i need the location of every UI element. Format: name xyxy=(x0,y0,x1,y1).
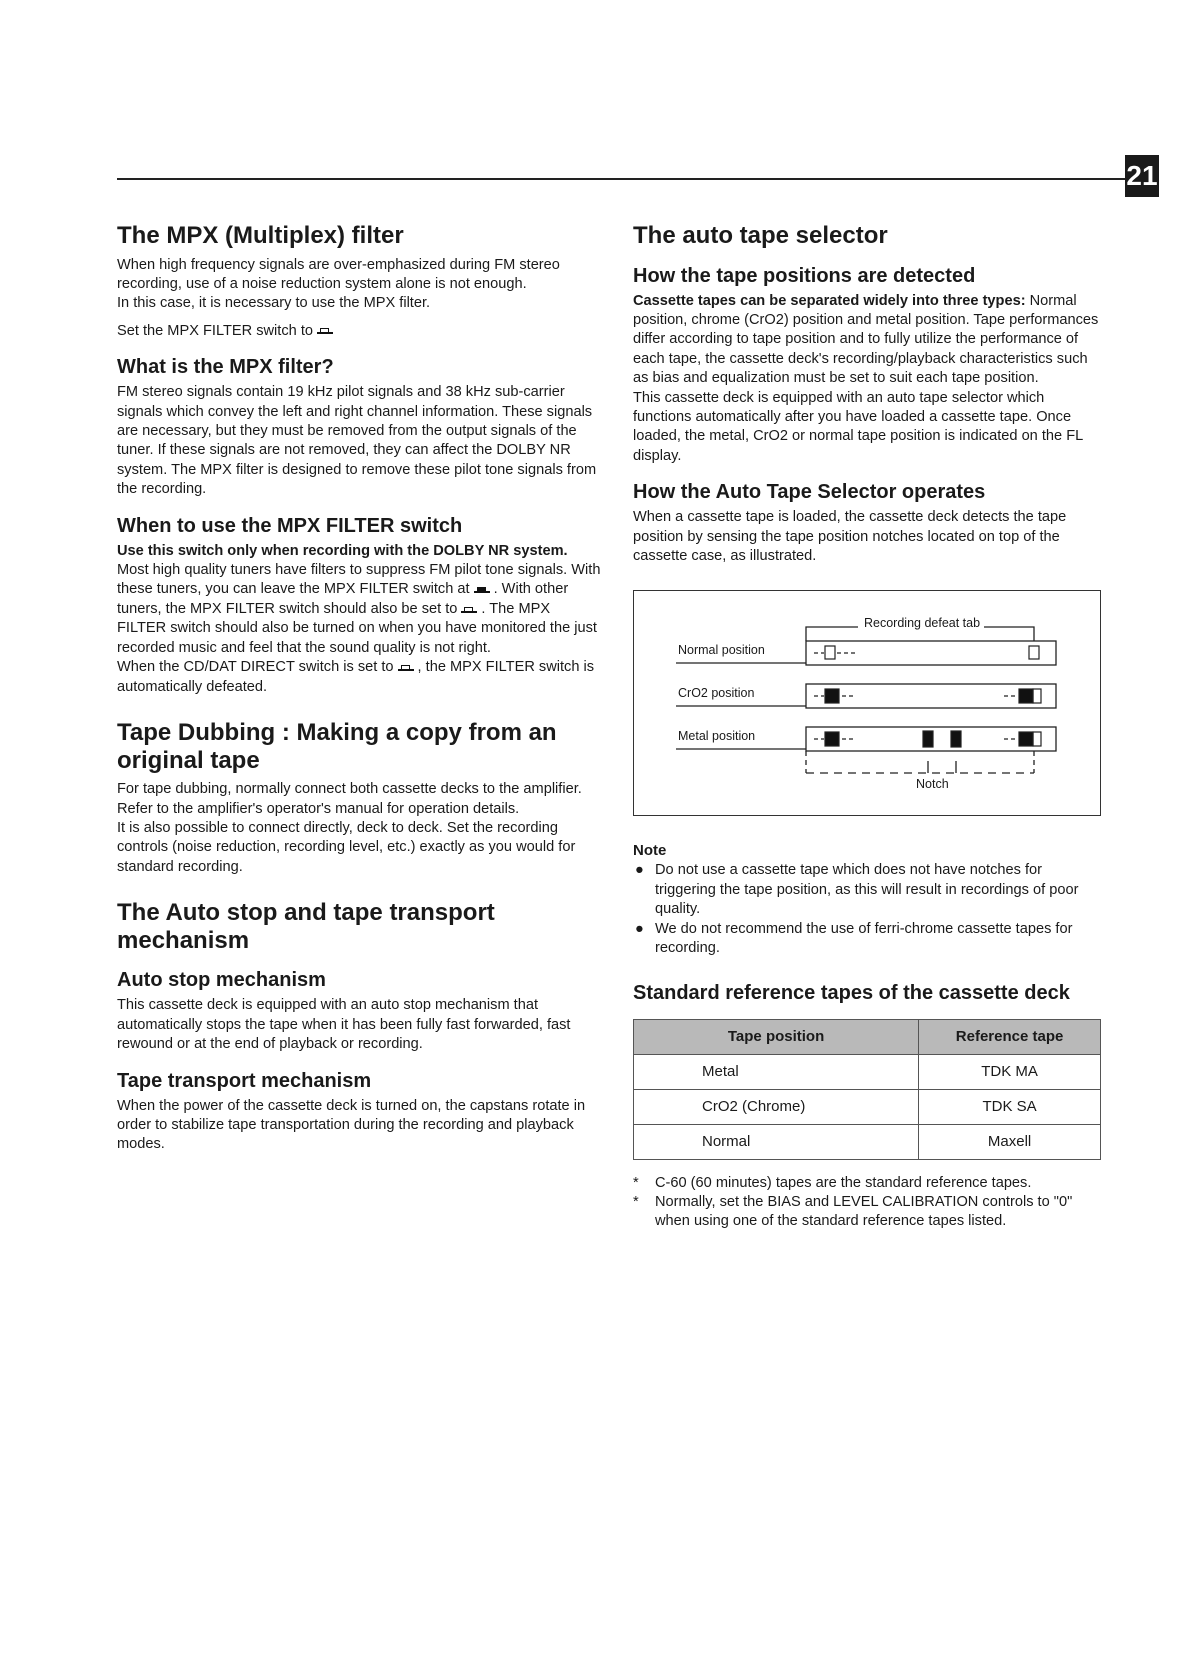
transport-subtitle: Tape transport mechanism xyxy=(117,1069,372,1092)
bullet-icon: ● xyxy=(635,862,644,879)
tape-position-diagram xyxy=(633,590,1101,816)
table-row xyxy=(634,1054,1101,1089)
mpx-when-title: When to use the MPX FILTER switch xyxy=(117,514,463,537)
operates-text: When a cassette tape is loaded, the cassette deck detects the tape position by sensing the tape position notches located on top of the cassette case, as illustrated. xyxy=(633,509,1067,565)
detect-title: How the tape positions are detected xyxy=(633,264,976,287)
transport-text: When the power of the cassette deck is turned on, the capstans rotate in order to stabilize tape transportation during the recording and playback modes. xyxy=(117,1097,586,1153)
table-header: Reference tape xyxy=(919,1019,1101,1054)
page-number: 21 xyxy=(1125,155,1159,197)
mpx-when-text-2: When the CD/DAT DIRECT switch is set to , the MPX FILTER switch is automatically defeated. xyxy=(117,659,595,695)
detect-text: Cassette tapes can be separated widely into three types: Normal position, chrome (CrO2) position and metal position. Tape performances differ according to tape position and to fully utilize the performance of each tape, the cassette deck's recording/playback characteristics such as bias and equalization must be set to suit each tape position. xyxy=(633,292,1099,387)
footnote: * Normally, set the BIAS and LEVEL CALIBRATION controls to "0" when using one of the standard reference tapes listed. xyxy=(633,1193,1073,1230)
right-column xyxy=(633,222,1103,1232)
table-row xyxy=(634,1089,1101,1124)
operates-title: How the Auto Tape Selector operates xyxy=(633,481,986,504)
dubbing-title: Tape Dubbing : Making a copy from an original tape xyxy=(117,718,557,774)
autostop-subtitle: Auto stop mechanism xyxy=(117,969,326,992)
mpx-what-text: FM stereo signals contain 19 kHz pilot signals and 38 kHz sub-carrier signals which convey the left and right channel information. These signals are necessary, but they must be removed from the output signals of the tuner. If these signals are not removed, they can affect the DOLBY NR system. The MPX filter is designed to remove these pilot tone signals from the recording. xyxy=(117,384,597,498)
note-item: ● Do not use a cassette tape which does not have notches for triggering the tape position, as this will result in recordings of poor quality. xyxy=(635,862,1079,918)
table-row xyxy=(634,1124,1101,1159)
notch-label: Notch xyxy=(916,777,949,792)
table-cell: Metal xyxy=(634,1054,919,1089)
selector-title: The auto tape selector xyxy=(633,222,888,249)
note-list xyxy=(633,861,1103,958)
reference-table xyxy=(633,1019,1101,1160)
note-title: Note xyxy=(633,842,667,860)
table-cell: TDK SA xyxy=(919,1089,1101,1124)
mpx-when-text: Use this switch only when recording with the DOLBY NR system. Most high quality tuners have filters to suppress FM pilot tone signals. With these tuners, you can leave the MPX FILTER switch at . With other tuners, the MPX FILTER switch should also be set to . The MPX FILTER switch should also be turned on when you have monitored the just recorded music and feel that the sound quality is not right. xyxy=(117,542,601,656)
table-cell: Normal xyxy=(634,1124,919,1159)
footnote: * C-60 (60 minutes) tapes are the standard reference tapes. xyxy=(633,1174,1032,1191)
header-rule xyxy=(117,178,1127,180)
detect-text-2: This cassette deck is equipped with an auto tape selector which functions automatically after you have loaded a cassette tape. Once loaded, the metal, CrO2 or normal tape position is indicated on the FL display. xyxy=(633,389,1083,464)
mpx-paragraph-2: In this case, it is necessary to use the MPX filter. xyxy=(117,295,431,312)
reference-title: Standard reference tapes of the cassette deck xyxy=(633,981,1070,1004)
mpx-title: The MPX (Multiplex) filter xyxy=(117,222,404,249)
mpx-paragraph-3: Set the MPX FILTER switch to xyxy=(117,322,602,341)
table-header-row xyxy=(634,1019,1101,1054)
mpx-what-title: What is the MPX filter? xyxy=(117,356,334,379)
table-cell: Maxell xyxy=(919,1124,1101,1159)
switch-off-icon xyxy=(398,664,414,671)
left-column xyxy=(117,222,602,1155)
autostop-text: This cassette deck is equipped with an auto stop mechanism that automatically stops the tape when it has been fully fast forwarded, fast rewound or at the end of playback or recording. xyxy=(117,997,571,1053)
table-header: Tape position xyxy=(634,1019,919,1054)
bullet-icon: ● xyxy=(635,920,644,937)
table-cell: CrO2 (Chrome) xyxy=(634,1089,919,1124)
metal-position-label: Metal position xyxy=(678,729,756,744)
table-cell: TDK MA xyxy=(919,1054,1101,1089)
switch-on-icon xyxy=(474,586,490,593)
dubbing-paragraph-1: For tape dubbing, normally connect both cassette decks to the amplifier. Refer to the amplifier's operator's manual for operation details. xyxy=(117,781,582,817)
dubbing-paragraph-2: It is also possible to connect directly, deck to deck. Set the recording controls (noise reduction, recording level, etc.) exactly as you would for standard recording. xyxy=(117,819,576,875)
note-item: ● We do not recommend the use of ferri-chrome cassette tapes for recording. xyxy=(635,920,1073,957)
cro2-position-label: CrO2 position xyxy=(678,686,755,701)
switch-off-icon xyxy=(461,606,477,613)
normal-position-label: Normal position xyxy=(678,643,765,658)
mpx-paragraph-1: When high frequency signals are over-emphasized during FM stereo recording, use of a noise reduction system alone is not enough. xyxy=(117,256,560,292)
switch-off-icon xyxy=(317,327,333,334)
recording-defeat-tab-label: Recording defeat tab xyxy=(864,616,981,631)
autostop-title: The Auto stop and tape transport mechanism xyxy=(117,899,495,954)
